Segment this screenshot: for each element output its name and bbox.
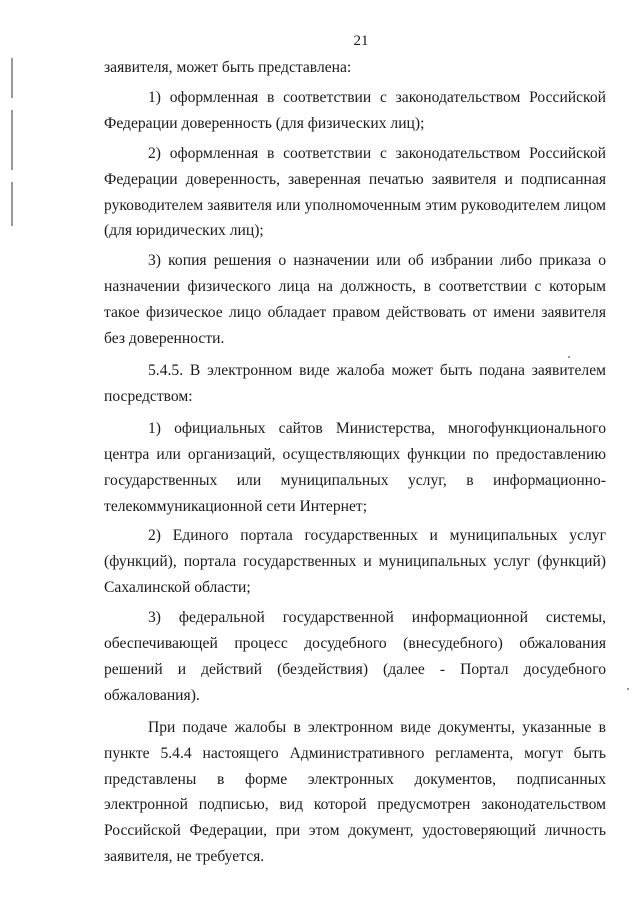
paragraph-intro: заявителя, может быть представлена: bbox=[104, 59, 352, 76]
page-number: 21 bbox=[353, 33, 369, 49]
scan-margin-marks bbox=[11, 58, 15, 238]
paragraph-channel-3: 3) федеральной государственной информационной системы, обеспечивающей процесс досудебного (внесудебного) обжалования решений и действий (бездействия) (далее - Портал досудебного обжалования). bbox=[104, 609, 606, 704]
paragraph-section-5-4-5: 5.4.5. В электронном виде жалоба может быть подана заявителем посредством: bbox=[104, 361, 606, 405]
scan-speck bbox=[627, 688, 629, 690]
paragraph-item-1: 1) оформленная в соответствии с законодательством Российской Федерации доверенность (для физических лиц); bbox=[104, 88, 606, 132]
paragraph-channel-2: 2) Единого портала государственных и муниципальных услуг (функций), портала государственных и муниципальных услуг (функций) Сахалинской области; bbox=[104, 527, 606, 597]
scan-mark bbox=[11, 110, 13, 170]
body-text bbox=[104, 55, 606, 870]
scan-mark bbox=[11, 58, 13, 98]
scan-mark bbox=[11, 182, 13, 226]
paragraph-item-3: 3) копия решения о назначении или об избрании либо приказа о назначении физического лица на должность, в соответствии с которым такое физическое лицо обладает правом действовать от имени заявителя без доверенности. bbox=[104, 252, 606, 348]
paragraph-item-2: 2) оформленная в соответствии с законодательством Российской Федерации доверенность, заверенная печатью заявителя и подписанная руководителем заявителя или уполномоченным этим руководителем лицом (для юридических лиц); bbox=[104, 144, 606, 240]
paragraph-channel-1: 1) официальных сайтов Министерства, многофункционального центра или организаций, осуществляющих функции по предоставлению государственных или муниципальных услуг, в информационно-телекоммуникационной сети Интернет; bbox=[104, 419, 606, 515]
paragraph-electronic-documents: При подаче жалобы в электронном виде документы, указанные в пункте 5.4.4 настоящего Административного регламента, могут быть представлены в форме электронных документов, подписанных электронной подписью, вид которой предусмотрен законодательством Российской Федерации, при этом документ, удостоверяющий личность заявителя, не требуется. bbox=[104, 718, 606, 866]
